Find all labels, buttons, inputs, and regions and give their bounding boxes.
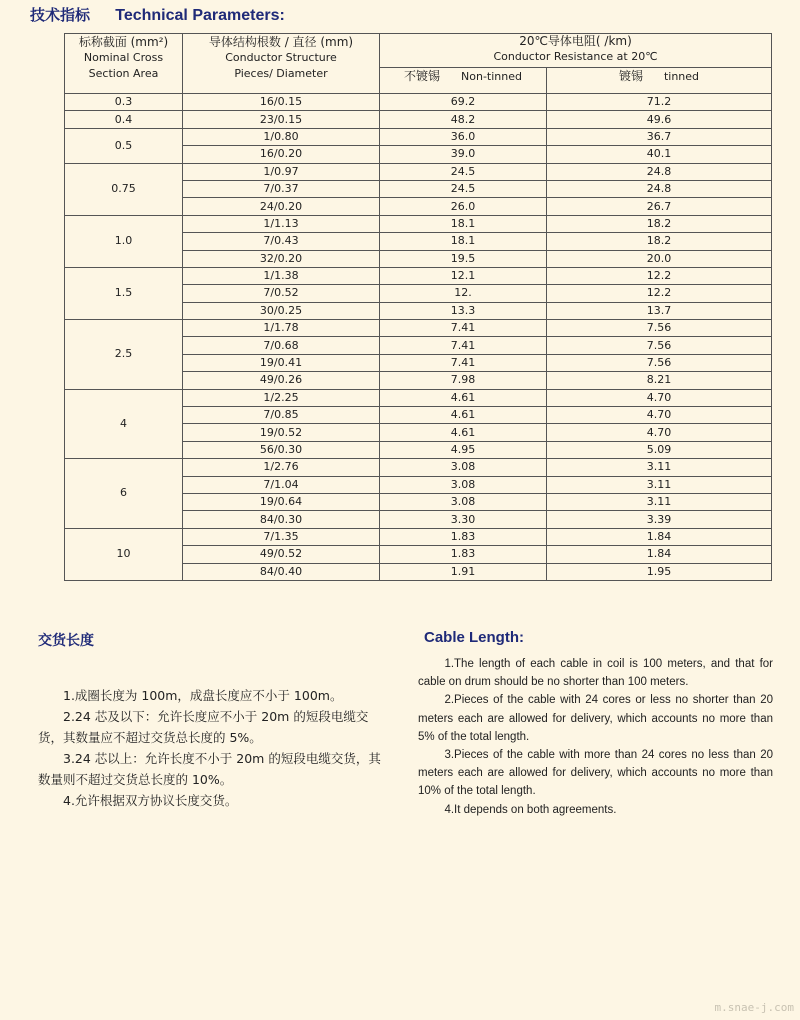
cell-non-tinned: 39.0 [380, 146, 547, 163]
cell-non-tinned: 4.61 [380, 389, 547, 406]
cell-tinned: 12.2 [547, 285, 772, 302]
cell-non-tinned: 18.1 [380, 215, 547, 232]
cell-structure: 56/0.30 [183, 441, 380, 458]
cell-structure: 16/0.20 [183, 146, 380, 163]
cell-tinned: 7.56 [547, 337, 772, 354]
cell-structure: 24/0.20 [183, 198, 380, 215]
cell-structure: 1/0.80 [183, 128, 380, 145]
cell-tinned: 24.8 [547, 180, 772, 197]
cell-area: 0.4 [65, 111, 183, 128]
cell-tinned: 8.21 [547, 372, 772, 389]
cell-tinned: 49.6 [547, 111, 772, 128]
cell-structure: 23/0.15 [183, 111, 380, 128]
cell-structure: 1/0.97 [183, 163, 380, 180]
cell-non-tinned: 1.91 [380, 563, 547, 580]
cell-structure: 1/2.76 [183, 459, 380, 476]
cell-non-tinned: 7.41 [380, 337, 547, 354]
table-row [65, 163, 772, 180]
cell-area: 0.75 [65, 163, 183, 215]
watermark: m.snae-j.com [714, 1001, 794, 1014]
header-resistance: 20℃导体电阻( /km) Conductor Resistance at 20℃ [380, 34, 772, 68]
cell-non-tinned: 19.5 [380, 250, 547, 267]
cell-non-tinned: 1.83 [380, 546, 547, 563]
table-row [65, 128, 772, 145]
cell-non-tinned: 69.2 [380, 94, 547, 111]
cell-tinned: 1.95 [547, 563, 772, 580]
cell-tinned: 7.56 [547, 354, 772, 371]
cell-structure: 19/0.64 [183, 493, 380, 510]
cell-structure: 19/0.52 [183, 424, 380, 441]
cn-item: 2.24 芯及以下：允许长度应不小于 20m 的短段电缆交货，其数量应不超过交货总长度的 5%。 [38, 709, 369, 745]
cell-tinned: 1.84 [547, 528, 772, 545]
header-non-tinned: 不镀锡 Non-tinned [380, 68, 547, 94]
cell-non-tinned: 3.08 [380, 459, 547, 476]
heading-en: Technical Parameters: [115, 7, 285, 24]
technical-parameters-table [64, 33, 772, 581]
cell-tinned: 7.56 [547, 320, 772, 337]
cell-structure: 7/0.52 [183, 285, 380, 302]
cell-non-tinned: 24.5 [380, 163, 547, 180]
cell-area: 1.5 [65, 267, 183, 319]
cell-non-tinned: 12. [380, 285, 547, 302]
cell-tinned: 3.39 [547, 511, 772, 528]
cell-tinned: 13.7 [547, 302, 772, 319]
cell-non-tinned: 7.98 [380, 372, 547, 389]
cell-structure: 1/1.78 [183, 320, 380, 337]
cell-tinned: 3.11 [547, 476, 772, 493]
table-row [65, 94, 772, 111]
cell-non-tinned: 3.08 [380, 476, 547, 493]
table-row [65, 528, 772, 545]
table-row [65, 215, 772, 232]
table-row [65, 459, 772, 476]
cell-area: 10 [65, 528, 183, 580]
cell-area: 1.0 [65, 215, 183, 267]
cell-structure: 1/2.25 [183, 389, 380, 406]
cell-area: 0.5 [65, 128, 183, 163]
cell-non-tinned: 3.30 [380, 511, 547, 528]
cell-structure: 7/1.35 [183, 528, 380, 545]
cell-structure: 7/0.37 [183, 180, 380, 197]
header-nominal-area: 标称截面 (mm²) Nominal Cross Section Area [65, 34, 183, 94]
cell-tinned: 40.1 [547, 146, 772, 163]
cell-tinned: 12.2 [547, 267, 772, 284]
cell-non-tinned: 48.2 [380, 111, 547, 128]
cell-tinned: 3.11 [547, 493, 772, 510]
cell-area: 6 [65, 459, 183, 529]
cell-area: 0.3 [65, 94, 183, 111]
cell-tinned: 4.70 [547, 407, 772, 424]
cell-tinned: 4.70 [547, 424, 772, 441]
cell-area: 4 [65, 389, 183, 459]
cable-length-title-en: Cable Length: [424, 629, 524, 646]
cell-tinned: 5.09 [547, 441, 772, 458]
cell-tinned: 3.11 [547, 459, 772, 476]
table-row [65, 320, 772, 337]
cell-structure: 19/0.41 [183, 354, 380, 371]
cell-tinned: 18.2 [547, 215, 772, 232]
cn-item: 1.成圈长度为 100m，成盘长度应不小于 100m。 [63, 688, 343, 703]
cell-structure: 16/0.15 [183, 94, 380, 111]
cell-tinned: 26.7 [547, 198, 772, 215]
cell-tinned: 1.84 [547, 546, 772, 563]
cell-non-tinned: 36.0 [380, 128, 547, 145]
cn-item: 3.24 芯以上：允许长度不小于 20m 的短段电缆交货，其数量则不超过交货总长度的 10%。 [38, 751, 381, 787]
table-body [65, 94, 772, 581]
cell-area: 2.5 [65, 320, 183, 390]
table-row [65, 111, 772, 128]
cell-non-tinned: 13.3 [380, 302, 547, 319]
heading-cn: 技术指标 [30, 6, 91, 24]
cell-structure: 30/0.25 [183, 302, 380, 319]
cable-length-cn-text [38, 685, 390, 811]
cell-non-tinned: 4.61 [380, 424, 547, 441]
cell-non-tinned: 3.08 [380, 493, 547, 510]
cable-length-en-text [418, 655, 773, 819]
cell-non-tinned: 4.95 [380, 441, 547, 458]
cell-structure: 7/0.68 [183, 337, 380, 354]
cell-non-tinned: 4.61 [380, 407, 547, 424]
cell-structure: 1/1.38 [183, 267, 380, 284]
cell-non-tinned: 26.0 [380, 198, 547, 215]
header-conductor-structure: 导体结构根数 / 直径 (mm) Conductor Structure Pieces/ Diameter [183, 34, 380, 94]
page-heading [30, 4, 285, 25]
table-row [65, 267, 772, 284]
cable-length-title-cn: 交货长度 [38, 633, 94, 649]
cn-item: 4.允许根据双方协议长度交货。 [63, 793, 238, 808]
table-row [65, 389, 772, 406]
cell-tinned: 24.8 [547, 163, 772, 180]
en-item: 3.Pieces of the cable with more than 24 cores no less than 20 meters each are allowed for delivery, which accounts no more than 10% of the total length. [418, 749, 773, 798]
cell-tinned: 18.2 [547, 233, 772, 250]
cell-non-tinned: 24.5 [380, 180, 547, 197]
cell-structure: 49/0.52 [183, 546, 380, 563]
cell-non-tinned: 12.1 [380, 267, 547, 284]
cell-structure: 84/0.30 [183, 511, 380, 528]
cell-tinned: 71.2 [547, 94, 772, 111]
cell-non-tinned: 1.83 [380, 528, 547, 545]
en-item: 2.Pieces of the cable with 24 cores or less no shorter than 20 meters each are allowed for delivery, which accounts no more than 5% of the total length. [418, 694, 773, 743]
cell-structure: 84/0.40 [183, 563, 380, 580]
en-item: 4.It depends on both agreements. [444, 803, 617, 816]
cell-structure: 32/0.20 [183, 250, 380, 267]
cell-structure: 7/0.43 [183, 233, 380, 250]
cell-structure: 7/0.85 [183, 407, 380, 424]
cell-tinned: 4.70 [547, 389, 772, 406]
header-tinned: 镀锡 tinned [547, 68, 772, 94]
cell-structure: 49/0.26 [183, 372, 380, 389]
cell-tinned: 20.0 [547, 250, 772, 267]
cell-tinned: 36.7 [547, 128, 772, 145]
cell-non-tinned: 18.1 [380, 233, 547, 250]
cell-structure: 1/1.13 [183, 215, 380, 232]
cell-non-tinned: 7.41 [380, 354, 547, 371]
cell-structure: 7/1.04 [183, 476, 380, 493]
en-item: 1.The length of each cable in coil is 100 meters, and that for cable on drum should be no shorter than 100 meters. [418, 658, 773, 689]
cell-non-tinned: 7.41 [380, 320, 547, 337]
